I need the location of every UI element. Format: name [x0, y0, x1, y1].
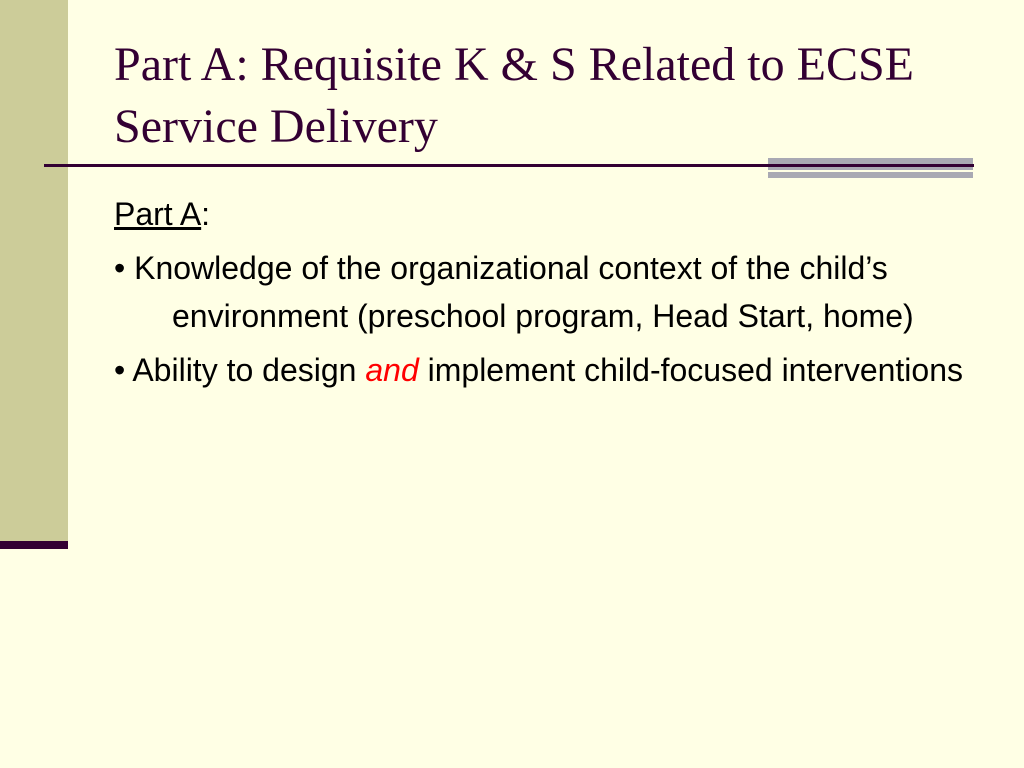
accent-stripe-bottom [768, 172, 973, 178]
slide-body [114, 190, 984, 400]
bullet-knowledge [114, 244, 984, 340]
section-heading-colon: : [201, 196, 211, 232]
bullet-marker: • [114, 352, 126, 388]
accent-stripe-top [768, 158, 973, 164]
bullet-marker: • [114, 250, 126, 286]
section-heading [114, 190, 984, 238]
bullet-knowledge-text: Knowledge of the organizational context of the child’s environment (preschool program, Head Start, home) [134, 250, 914, 334]
left-decorative-bar [0, 0, 68, 541]
bullet-ability-text-before: Ability to design [132, 352, 357, 388]
bullet-ability-emphasis: and [365, 352, 419, 388]
accent-stripe-middle [768, 167, 973, 170]
bullet-ability [114, 346, 984, 394]
slide-title: Part A: Requisite K & S Related to ECSE Service Delivery [114, 38, 914, 153]
bullet-ability-text-after: implement child-focused interventions [427, 352, 963, 388]
left-accent-line [0, 541, 68, 549]
title-accent-stripes [768, 158, 973, 178]
section-heading-label: Part A [114, 196, 202, 232]
